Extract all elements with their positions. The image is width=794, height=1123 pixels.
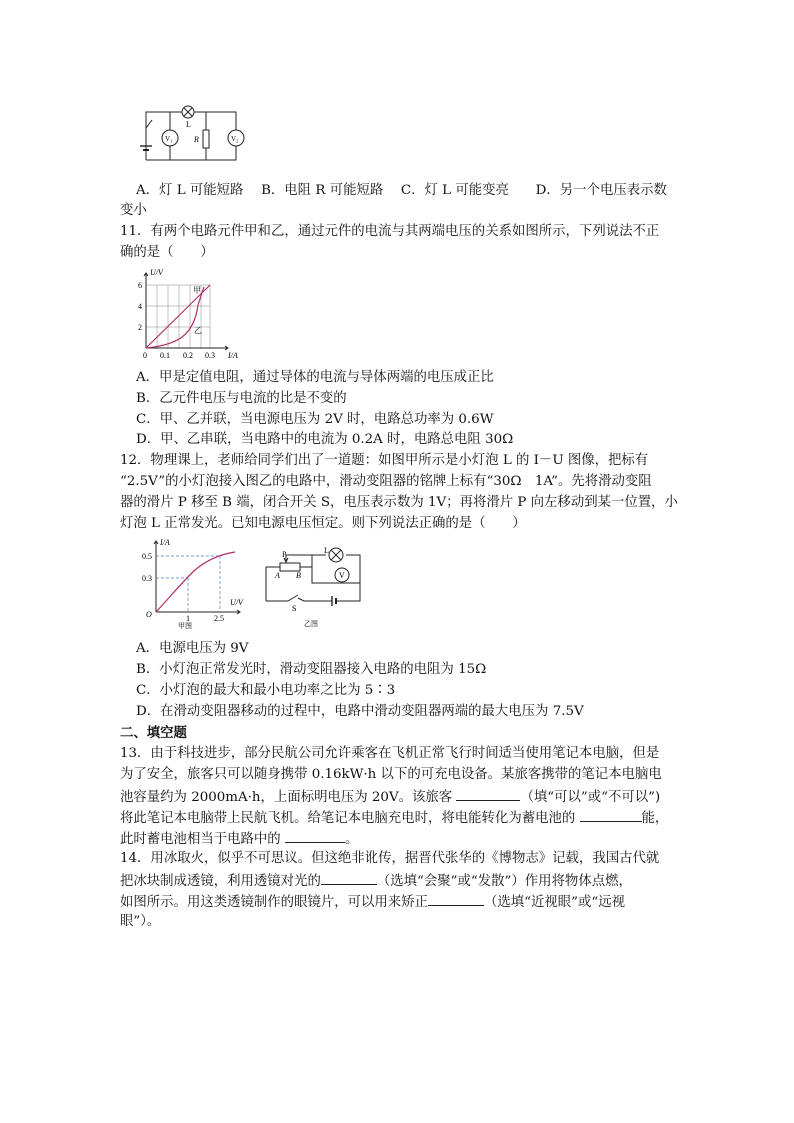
q10-options: A．灯 L 可能短路 B．电阻 R 可能短路 C．灯 L 可能变亮 D．另一个电压表示数 — [136, 183, 667, 198]
q14-blank-1[interactable] — [321, 870, 377, 885]
q11-stem-2: 确的是（ ） — [120, 245, 214, 260]
q12-iu-graph — [140, 537, 250, 629]
q14-blank-2[interactable] — [428, 891, 484, 906]
q11-xtick-0: 0 — [143, 351, 147, 360]
q12-stem-4: 灯泡 L 正常发光。已知电源电压恒定。则下列说法正确的是（ ） — [120, 516, 526, 531]
q11-xlabel: I/A — [228, 351, 238, 360]
q12-stem-2: “2.5V”的小灯泡接入图乙的电路中，滑动变阻器的铭牌上标有“30Ω 1A”。先将滑动变阻 — [120, 474, 652, 489]
q12-option-d: D．在滑动变阻器移动的过程中，电路中滑动变阻器两端的最大电压为 7.5V — [136, 704, 584, 719]
q13-line-5 — [120, 828, 358, 850]
q11-ytick-6: 6 — [138, 281, 142, 290]
q12-stem-1: 12．物理课上，老师给同学们出了一道题：如图甲所示是小灯泡 L 的 I－U 图像，把标有 — [120, 453, 649, 468]
q12-ylabel: I/A — [160, 538, 170, 547]
q10-meter2-label: V₂ — [231, 135, 239, 143]
q12-circuit-l: L — [324, 546, 329, 555]
q10-lamp-label: L — [186, 120, 191, 129]
q11-uv-graph — [128, 265, 258, 365]
section-title-fill-blank: 二、填空题 — [120, 725, 187, 741]
q11-option-a: A．甲是定值电阻，通过导体的电流与导体两端的电压成正比 — [136, 370, 494, 385]
q12-option-a: A．电源电压为 9V — [136, 641, 249, 656]
q12-option-c: C．小灯泡的最大和最小电功率之比为 5∶3 — [136, 683, 396, 698]
q13-line-1: 13．由于科技进步，部分民航公司允许乘客在飞机正常飞行时间适当使用笔记本电脑，但是 — [120, 746, 660, 761]
q14-line-2-a: 把冰块制成透镜，利用透镜对光的 — [120, 874, 321, 889]
q14-line-1: 14．用冰取火，似乎不可思议。但这绝非讹传，据晋代张华的《博物志》记载，我国古代就 — [120, 851, 660, 866]
q13-line-4-b: 能， — [641, 811, 669, 826]
q13-line-5-b: 。 — [344, 832, 359, 847]
q14-line-3 — [120, 891, 625, 913]
q12-circuit-s: S — [292, 604, 297, 613]
q12-origin: O — [146, 610, 152, 619]
q12-circuit-diagram — [262, 545, 372, 627]
q11-label-yi: 乙 — [194, 326, 202, 335]
q11-option-c: C．甲、乙并联，当电源电压为 2V 时，电路总功率为 0.6W — [136, 412, 494, 427]
q12-xtick-25: 2.5 — [214, 614, 224, 623]
q12-circuit-a: A — [275, 571, 280, 580]
q11-xtick-3: 0.3 — [205, 351, 215, 360]
q14-line-3-b: （选填“近视眼”或“远视 — [483, 895, 626, 910]
q11-label-jia: 甲 — [193, 286, 201, 295]
q11-xtick-1: 0.1 — [160, 351, 170, 360]
q12-stem-3: 器的滑片 P 移至 B 端，闭合开关 S，电压表示数为 1V；再将滑片 P 向左移动到某一位置，小 — [120, 495, 678, 510]
q11-ytick-4: 4 — [138, 302, 142, 311]
q11-xtick-2: 0.2 — [183, 351, 193, 360]
q14-line-4: 眼”）。 — [120, 914, 161, 929]
q13-line-2: 为了安全，旅客只可以随身携带 0.16kW·h 以下的可充电设备。某旅客携带的笔记本电脑电 — [120, 767, 662, 782]
q13-blank-1[interactable] — [456, 786, 520, 801]
q12-circuit-v: V — [339, 571, 345, 580]
q12-circuit-p: P — [282, 550, 287, 559]
q12-iu-curve — [156, 552, 235, 612]
q13-line-4 — [120, 807, 668, 829]
q11-ylabel: U/V — [150, 268, 163, 277]
q13-line-5-a: 此时蓄电池相当于电路中的 — [120, 832, 285, 847]
q13-blank-3[interactable] — [285, 828, 345, 843]
q11-ytick-2: 2 — [138, 323, 142, 332]
q12-graph-caption: 甲图 — [178, 622, 192, 629]
q13-line-3 — [120, 786, 660, 808]
q12-ytick-05: 0.5 — [142, 552, 152, 561]
q12-ytick-03: 0.3 — [142, 574, 152, 583]
q10-resistor-label: R — [194, 135, 199, 144]
q14-line-2 — [120, 870, 632, 892]
q13-blank-2[interactable] — [580, 807, 642, 822]
q13-line-3-b: （填“可以”或“不可以”) — [520, 790, 661, 805]
q10-options-cont: 变小 — [120, 203, 147, 218]
q12-xlabel: U/V — [230, 598, 243, 607]
q10-meter1-label: V₁ — [165, 135, 173, 143]
q12-circuit-b: B — [296, 571, 301, 580]
q11-option-b: B．乙元件电压与电流的比是不变的 — [136, 391, 347, 406]
q13-line-3-a: 池容量约为 2000mA·h，上面标明电压为 20V。该旅客 — [120, 790, 457, 805]
q13-line-4-a: 将此笔记本电脑带上民航飞机。给笔记本电脑充电时，将电能转化为蓄电池的 — [120, 811, 580, 826]
q14-line-3-a: 如图所示。用这类透镜制作的眼镜片，可以用来矫正 — [120, 895, 428, 910]
q11-option-d: D．甲、乙串联，当电路中的电流为 0.2A 时，电路总电阻 30Ω — [136, 432, 514, 447]
q12-xtick-1: 1 — [186, 614, 190, 623]
q12-option-b: B．小灯泡正常发光时，滑动变阻器接入电路的电阻为 15Ω — [136, 662, 487, 677]
q12-circuit-caption: 乙图 — [304, 620, 318, 627]
q11-stem-1: 11．有两个电路元件甲和乙，通过元件的电流与其两端电压的关系如图所示，下列说法不正 — [120, 224, 660, 239]
q14-line-2-b: （选填“会聚”或“发散”）作用将物体点燃， — [376, 874, 632, 889]
q10-circuit-diagram — [130, 100, 250, 172]
